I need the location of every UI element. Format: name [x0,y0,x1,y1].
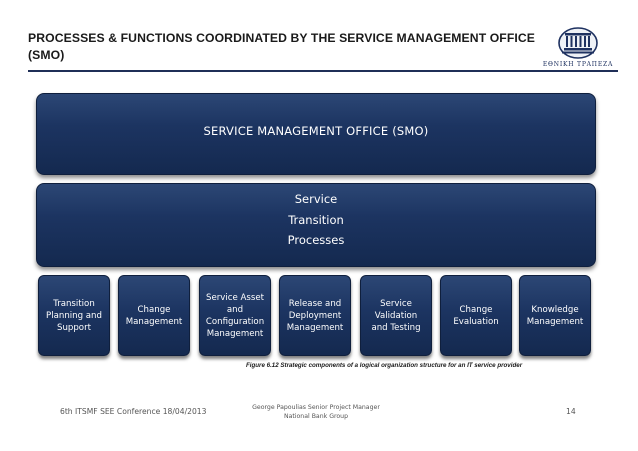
process-label: Change Management [125,304,183,327]
footer-author [246,403,386,421]
footer-author-line-1: George Papoulias Senior Project Manager [252,404,380,411]
process-label: Transition Planning and Support [46,298,102,333]
logo-wordmark: ΕΘΝΙΚΗ ΤΡΑΠΕΖΑ [542,61,614,68]
process-service-validation [360,275,432,356]
process-label: Knowledge Management [526,304,584,327]
process-label: Service Asset and Configuration Management [205,292,265,339]
process-change-management [118,275,190,356]
footer-author-line-2: National Bank Group [283,413,349,420]
title-divider [28,70,618,72]
transition-line-3: Processes [287,233,345,247]
process-label: Release and Deployment Management [286,298,344,333]
process-transition-planning [38,275,110,356]
smo-label: SERVICE MANAGEMENT OFFICE (SMO) [203,124,429,138]
process-label: Service Validation and Testing [371,298,421,333]
transition-line-1: Service [294,192,338,206]
process-change-evaluation [440,275,512,356]
process-label: Change Evaluation [453,304,499,327]
page-number: 14 [566,407,576,416]
footer-conference: 6th ITSMF SEE Conference 18/04/2013 [60,407,207,416]
process-release-deployment [279,275,351,356]
slide-title: PROCESSES & FUNCTIONS COORDINATED BY THE SERVICE MANAGEMENT OFFICE (SMO) [28,31,536,62]
process-service-asset-config [199,275,271,356]
process-knowledge-management [519,275,591,356]
figure-caption: Figure 6.12 Strategic components of a logical organization structure for an IT service provider [246,362,523,369]
transition-line-2: Transition [288,212,344,227]
service-transition-label [36,189,596,251]
bank-logo [540,22,616,70]
